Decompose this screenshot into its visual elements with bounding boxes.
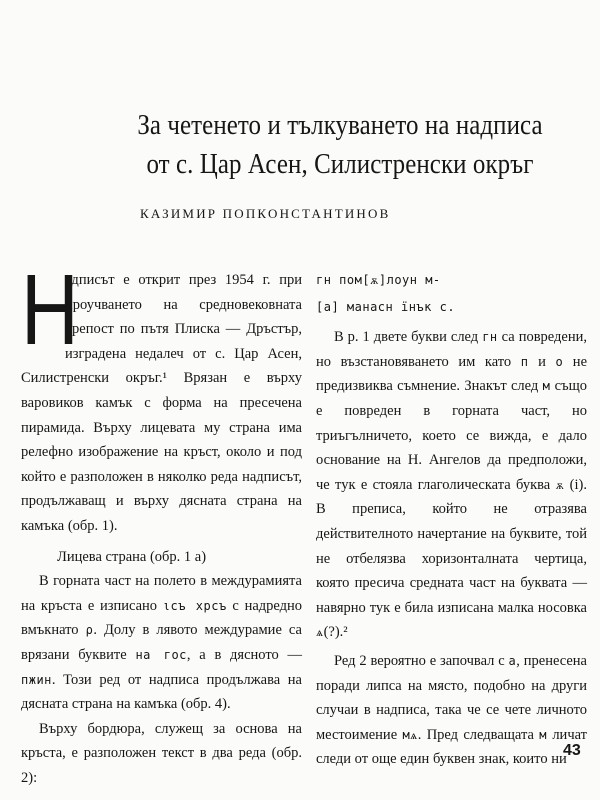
- page-number: 43: [563, 742, 581, 759]
- article-title-line-1: За четенето и тълкуването на надписа: [137, 109, 543, 141]
- text-span: . Долу в лявото междурамие са врязани буквите: [21, 622, 302, 663]
- old-script-span: гн: [482, 330, 498, 345]
- section-caption: Лицева страна (обр. 1 а): [57, 548, 207, 565]
- left-column: [21, 254, 303, 790]
- text-span: В горната част на полето в междурамията на кръста е изписано: [21, 573, 302, 614]
- old-script-span: а: [508, 653, 517, 668]
- text-span: . Този ред от надписа продължава на дясната страна на камъка (обр. 4).: [21, 671, 302, 713]
- old-script-span: м: [539, 727, 547, 742]
- text-span: са повредени, но възстановяването им като: [316, 329, 588, 370]
- old-script-span: ρ: [85, 623, 94, 638]
- paragraph-border-text: Върху бордюра, служещ за основа на кръста, е разположен текст в два реда (обр. 2):: [21, 720, 302, 786]
- text-span: не предизвиква съмнение. Знакът след: [316, 353, 588, 395]
- old-script-span: пжин: [21, 672, 52, 687]
- text-span: В р. 1 двете букви след: [334, 329, 483, 346]
- old-script-span: ѫ: [555, 477, 565, 492]
- intro-paragraph: [21, 254, 302, 539]
- text-span: , пренесена поради липса на място, подобно на други случаи в надписа, така че се чете личното местоимение: [316, 652, 587, 743]
- inscription-line-1: гн пом[ѫ]лоун м-: [316, 273, 441, 287]
- intro-text: адписът е открит през 1954 г. при проучването на средновековната крепост по пътя Плиска — Дръстър, изградена недалеч от с. Цар Асен, Силистренски окръг.¹ Врязан е върху варовиков камък с форма на пресечена пирамида. Върху лицевата му страна има релефно изображение на кръст, около и под който е разположен в няколко реда надписът, продължаващ и върху дясната страна на камъка (обр. 1).: [21, 272, 302, 534]
- author-name: КАЗИМИР ПОПКОНСТАНТИНОВ: [140, 206, 391, 221]
- right-column: [316, 268, 587, 772]
- inscription-line-2: [а] манасн їнък с.: [316, 299, 456, 314]
- text-span: (i). В преписа, който не отразява действителното начертание на буквите, той не отбелязва хоризонталната чертица, която пресича средната част на буквата — навярно тук е била изписана малка носовка: [316, 476, 587, 616]
- old-script-span: ѧ: [316, 625, 324, 640]
- old-script-span: на гос: [135, 647, 187, 662]
- paragraph-row-2: [316, 649, 587, 772]
- text-span: също е повреден в горната част, но триъгълничето, което се вижда, е дало основание на Н. Ангелов да предположи, че тук е стояла глаголическата буква: [316, 378, 587, 493]
- old-script-span: м: [542, 379, 551, 394]
- drop-cap: Н: [21, 254, 79, 366]
- old-script-span: ιсъ хрсъ: [162, 598, 227, 613]
- paragraph-row-1: [316, 325, 587, 645]
- paragraph-cross-text: [21, 569, 302, 717]
- text-span: с надредно вмъкнато: [21, 597, 303, 639]
- old-script-span: мѧ: [402, 727, 418, 742]
- old-script-span: о: [555, 354, 564, 369]
- text-span: , а в дясното —: [186, 646, 302, 663]
- article-title: [134, 106, 547, 184]
- text-span: личат следи от още един буквен знак, които ни: [316, 726, 588, 768]
- text-span: (?).²: [323, 624, 348, 641]
- old-script-span: п: [520, 354, 529, 369]
- text-span: и: [528, 353, 556, 370]
- text-span: Ред 2 вероятно е започвал с: [334, 652, 509, 669]
- text-span: . Пред следващата: [417, 726, 540, 743]
- article-title-line-2: от с. Цар Асен, Силистренски окръг: [146, 148, 534, 180]
